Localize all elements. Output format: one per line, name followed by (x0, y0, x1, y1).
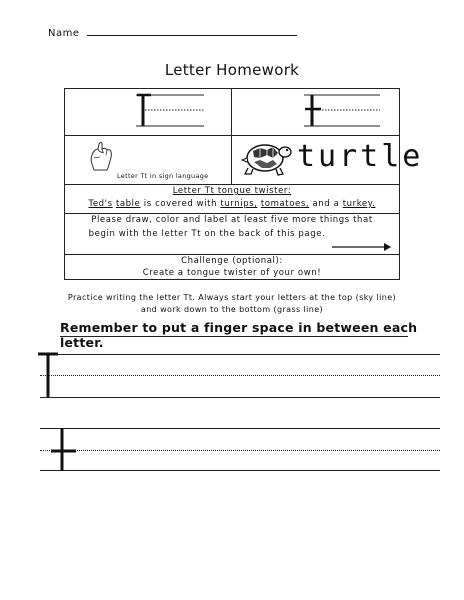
turtle-icon (240, 136, 296, 180)
tongue-twister-heading-text: Letter Tt tongue twister: (172, 186, 292, 196)
sign-language-caption: Letter Tt in sign language (117, 172, 209, 180)
challenge-text: Create a tongue twister of your own! (142, 268, 322, 278)
tw-text-covered: is covered with (143, 199, 218, 209)
tongue-twister-text (64, 199, 400, 209)
remember-note: Remember to put a finger space in between each letter. (60, 320, 418, 350)
name-label: Name (48, 28, 80, 39)
tw-word-tomatoes: tomatoes, (260, 199, 310, 209)
box-divider (64, 254, 400, 255)
tw-text-and-a: and a (312, 199, 340, 209)
remember-underline (60, 336, 408, 337)
sky-line-2[interactable] (40, 428, 440, 429)
box-column-divider (231, 88, 232, 184)
lowercase-t-trace (300, 90, 384, 132)
tw-word-teds: Ted's (88, 199, 113, 209)
dotted-line-2[interactable] (40, 450, 440, 451)
arrow-right-icon (330, 242, 392, 252)
tongue-twister-heading (64, 186, 400, 196)
grass-line-2[interactable] (40, 470, 440, 471)
practice-line-2: and work down to the bottom (grass line) (140, 305, 324, 314)
practice-line-1: Practice writing the letter Tt. Always start your letters at the top (sky line) (67, 293, 397, 302)
name-write-line[interactable] (87, 26, 297, 36)
challenge-heading: Challenge (optional): (181, 256, 283, 266)
instructions-line-2: begin with the letter Tt on the back of this page. (88, 229, 326, 239)
uppercase-t-example (36, 349, 66, 401)
tw-word-table: table (115, 199, 141, 209)
uppercase-t-trace (132, 90, 212, 132)
lowercase-t-example (46, 424, 82, 476)
page-title: Letter Homework (164, 61, 300, 79)
grass-line-1[interactable] (40, 397, 440, 398)
sign-language-hand-icon (86, 140, 116, 172)
name-field[interactable] (48, 26, 297, 39)
box-divider (64, 184, 400, 185)
tw-word-turnips: turnips, (220, 199, 258, 209)
tw-word-turkey: turkey. (342, 199, 376, 209)
dotted-line-1[interactable] (40, 375, 440, 376)
sky-line-1[interactable] (40, 354, 440, 355)
turtle-word: turtle (297, 139, 424, 174)
box-divider (64, 135, 400, 136)
box-divider (64, 213, 400, 214)
instructions-line-1: Please draw, color and label at least five more things that (91, 215, 373, 225)
